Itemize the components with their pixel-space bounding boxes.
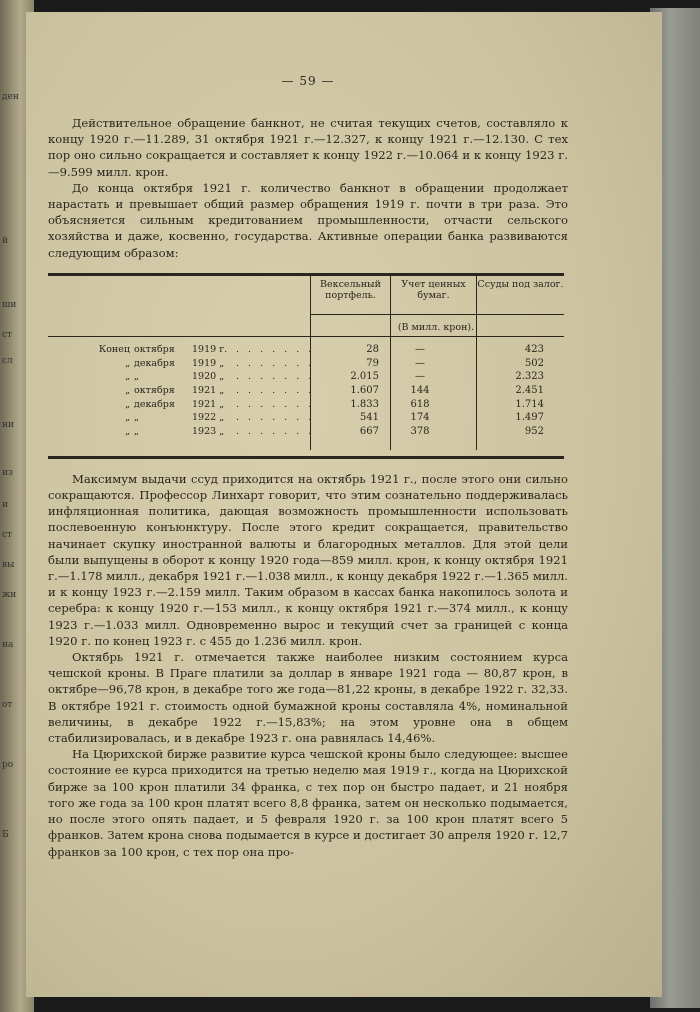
table-cell: 502 <box>524 357 544 369</box>
table-cell: 423 <box>524 343 544 355</box>
leader-dots: . . . . . . . <box>236 371 315 383</box>
table-rule <box>310 314 564 315</box>
leader-dots: . . . . . . . <box>236 398 315 410</box>
column-header: Учет ценных бумаг. <box>401 278 466 301</box>
margin-fragment: из <box>2 468 13 478</box>
paragraph: Действительное обращение банкнот, не считая текущих счетов, составляло к концу 1920 г.—11.289, 31 октября 1921 г.—12.327, к концу 1921 г.—12.130. С тех пор оно сильно сокращается и составляет к концу 1922 г.—10.064 и к концу 1923 г.—9.599 милл. крон. <box>48 116 568 179</box>
paragraph: Максимум выдачи ссуд приходится на октябрь 1921 г., после этого они сильно сокращаются. Профессор Линхарт говорит, что этим сознательно поддерживалась инфляционная политика, дающая возможность промышленности использовать послевоенную конъюнктуру. После этого кредит сокращается, правительство начинает скупку иностранной валюты и благородных металлов. Для этой цели были выпущены в оборот к концу 1920 года—859 милл. крон, к концу октября 1921 г.—1.178 милл., декабря 1921 г.—1.038 милл., к концу декабря 1922 г.—1.365 милл. и к концу 1923 г.—2.159 милл. Таким образом в кассах банка накопилось золота и серебра: к концу 1920 г.—153 милл., к концу октября 1921 г.—374 милл., к концу 1923 г.—1.033 милл. Одновременно вырос и текущий счет за границей с конца 1920 г. по конец 1923 г. с 455 до 1.236 милл. крон. <box>48 471 568 648</box>
margin-fragment: вы <box>2 560 15 570</box>
data-table <box>48 273 564 459</box>
table-cell: 952 <box>524 426 544 438</box>
leader-dots: . . . . . . . <box>236 412 315 424</box>
table-cell: 174 <box>410 412 430 424</box>
table-cell: 2.015 <box>350 371 379 383</box>
leader-dots: . . . . . . . <box>236 343 315 355</box>
table-cell: 2.451 <box>515 384 544 396</box>
margin-fragment: ни <box>2 420 14 430</box>
row-month: „ <box>134 371 139 383</box>
row-month: „ <box>134 412 139 424</box>
margin-fragment: ст <box>2 530 13 540</box>
leader-dots: . . . . . . . <box>236 426 315 438</box>
margin-fragment: и <box>2 500 8 510</box>
table-cell: 541 <box>359 412 379 424</box>
margin-fragment: на <box>2 640 14 650</box>
row-prefix: „ <box>125 398 130 410</box>
margin-fragment: от <box>2 700 13 710</box>
column-header: Ссуды под залог. <box>477 278 564 290</box>
table-cell: 2.323 <box>515 371 544 383</box>
table-cell: 1.497 <box>515 412 544 424</box>
margin-fragment: ст <box>2 330 13 340</box>
row-year: 1920 „ <box>192 371 225 383</box>
row-month: декабря <box>134 357 175 369</box>
paragraph: До конца октября 1921 г. количество банкнот в обращении продолжает нарастать и превышает общий размер обращения 1919 г. почти в три раза. Это объясняется сильным кредитованием промышленности, отчасти сельского хозяйства и даже, косвенно, государства. Активные операции банка развиваются следующим образом: <box>48 180 568 260</box>
table-cell: 378 <box>410 426 430 438</box>
row-month: декабря <box>134 398 175 410</box>
paragraph: Октябрь 1921 г. отмечается также наиболее низким состоянием курса чешской кроны. В Праге платили за доллар в январе 1921 года — 80,87 крон, в октябре—96,78 крон, в декабре того же года—81,22 кроны, в декабре 1922 г. 32,33. В октябре 1921 г. стоимость одной бумажной кроны составляла 4%, номинальной величины, в декабре 1922 г.—15,83%; на этом уровне она в общем стабилизировалась, и в декабре 1923 г. она равнялась 14,46%. <box>48 650 568 746</box>
leader-dots: . . . . . . . <box>236 357 315 369</box>
page-number: — 59 — <box>281 74 335 88</box>
row-prefix: „ <box>125 412 130 424</box>
margin-fragment: Б <box>2 830 9 840</box>
row-year: 1919 г. <box>192 343 228 355</box>
table-cell: — <box>415 371 425 383</box>
paragraph: На Цюрихской бирже развитие курса чешской кроны было следующее: высшее состояние ее курса приходится на третью неделю мая 1919 г., когда на Цюрихской бирже за 100 крон платили 34 франка, с тех пор он быстро падает, и 21 ноября того же года за 100 крон платят всего 8,8 франка, затем он несколько подымается, но после этого опять падает, и 5 февраля 1920 г. за 100 крон платят всего 5 франков. Затем крона снова подымается в курсе и достигает 30 апреля 1920 г. 12,7 франков за 100 крон, с тех пор она про- <box>48 747 568 859</box>
table-divider <box>476 276 477 450</box>
row-prefix: „ <box>125 384 130 396</box>
table-row-label <box>48 424 315 440</box>
row-year: 1921 „ <box>192 398 225 410</box>
margin-fragment: сл <box>2 356 13 366</box>
table-cell: — <box>415 357 425 369</box>
row-year: 1921 „ <box>192 384 225 396</box>
row-prefix: „ <box>125 371 130 383</box>
margin-fragment: й <box>2 236 8 246</box>
row-month: октября <box>134 343 175 355</box>
table-cell: 28 <box>366 343 379 355</box>
row-prefix: Конец <box>98 343 130 355</box>
margin-fragment: ро <box>2 760 14 770</box>
row-month: „ <box>134 426 139 438</box>
table-cell: 1.714 <box>515 398 544 410</box>
leader-dots: . . . . . . . <box>236 384 315 396</box>
margin-fragment: жи <box>2 590 17 600</box>
table-cell: 144 <box>410 384 430 396</box>
table-cell: 1.833 <box>350 398 379 410</box>
column-header: Вексельный портфель. <box>320 278 381 301</box>
unit-label: (В милл. крон). <box>397 321 475 333</box>
row-year: 1922 „ <box>192 412 225 424</box>
row-prefix: „ <box>125 357 130 369</box>
row-prefix: „ <box>125 426 130 438</box>
page-content <box>48 74 568 860</box>
table-cell: 618 <box>410 398 430 410</box>
margin-fragment: ши <box>2 300 17 310</box>
row-year: 1919 „ <box>192 357 225 369</box>
table-cell: — <box>415 343 425 355</box>
table-cell: 79 <box>366 357 379 369</box>
row-month: октября <box>134 384 175 396</box>
table-cell: 1.607 <box>350 384 379 396</box>
table-cell: 667 <box>359 426 379 438</box>
margin-fragment: ден <box>2 92 19 102</box>
row-year: 1923 „ <box>192 426 225 438</box>
book-page <box>26 12 662 997</box>
